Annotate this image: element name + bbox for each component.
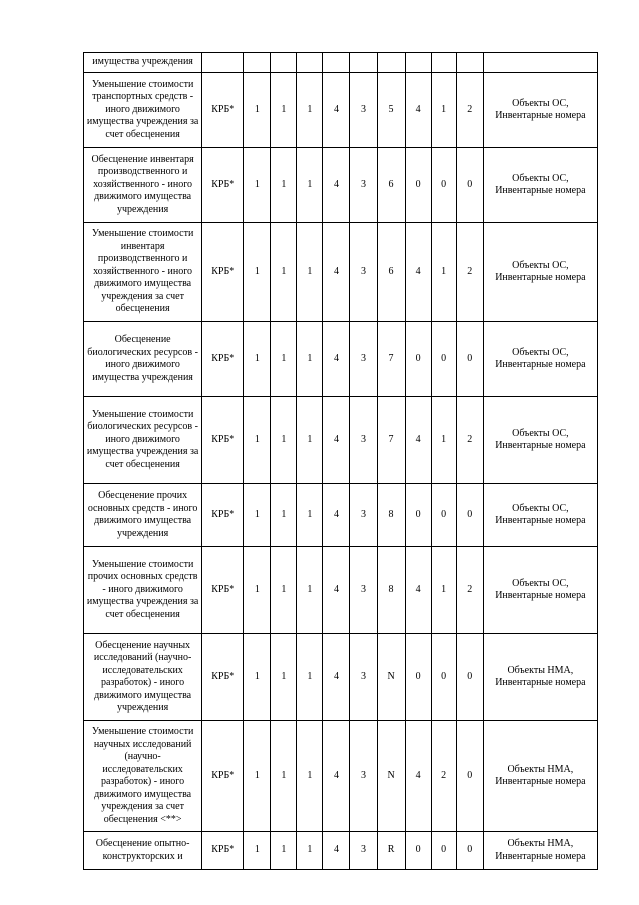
code-digit-cell: 1	[431, 547, 456, 634]
code-digit-cell: 1	[271, 547, 297, 634]
code-digit-cell: 6	[377, 148, 405, 223]
code-digit-cell: 3	[350, 73, 377, 148]
code-digit-cell: 1	[297, 547, 323, 634]
code-digit-cell: 4	[323, 73, 350, 148]
account-name-cell: Обесценение научных исследований (научно-исследовательских разработок) - иного движимого имущества учреждения	[84, 634, 202, 721]
code-digit-cell: 2	[431, 721, 456, 832]
code-digit-cell: 1	[431, 223, 456, 322]
code-digit-cell: 1	[244, 547, 271, 634]
code-digit-cell: 1	[297, 223, 323, 322]
code-digit-cell	[323, 53, 350, 73]
table-row	[84, 73, 598, 148]
analytic-objects-cell: Объекты ОС, Инвентарные номера	[483, 322, 597, 397]
analytic-objects-cell: Объекты ОС, Инвентарные номера	[483, 397, 597, 484]
account-name-cell: имущества учреждения	[84, 53, 202, 73]
source-code-cell: КРБ*	[202, 721, 244, 832]
source-code-cell: КРБ*	[202, 223, 244, 322]
code-digit-cell	[297, 53, 323, 73]
code-digit-cell	[350, 53, 377, 73]
code-digit-cell: 1	[297, 832, 323, 870]
code-digit-cell: 0	[405, 148, 431, 223]
code-digit-cell: 0	[431, 148, 456, 223]
code-digit-cell: 1	[271, 634, 297, 721]
code-digit-cell	[377, 53, 405, 73]
code-digit-cell: 4	[323, 484, 350, 547]
code-digit-cell: 4	[405, 721, 431, 832]
code-digit-cell: 4	[323, 634, 350, 721]
code-digit-cell: 3	[350, 721, 377, 832]
code-digit-cell: 1	[297, 397, 323, 484]
code-digit-cell: 1	[431, 73, 456, 148]
code-digit-cell: 1	[271, 148, 297, 223]
code-digit-cell: 3	[350, 832, 377, 870]
account-name-cell: Обесценение опытно-конструкторских и	[84, 832, 202, 870]
code-digit-cell: 3	[350, 634, 377, 721]
code-digit-cell: 0	[405, 322, 431, 397]
account-name-cell: Уменьшение стоимости прочих основных средств - иного движимого имущества учреждения за счет обесценения	[84, 547, 202, 634]
code-digit-cell: 1	[244, 73, 271, 148]
table-row	[84, 547, 598, 634]
table-body	[84, 53, 598, 870]
account-name-cell: Обесценение инвентаря производственного и хозяйственного - иного движимого имущества учреждения	[84, 148, 202, 223]
table-row	[84, 322, 598, 397]
table-row	[84, 53, 598, 73]
code-digit-cell: 4	[323, 148, 350, 223]
code-digit-cell: 1	[431, 397, 456, 484]
code-digit-cell: 4	[323, 322, 350, 397]
code-digit-cell: 2	[456, 223, 483, 322]
account-name-cell: Уменьшение стоимости транспортных средств - иного движимого имущества учреждения за счет обесценения	[84, 73, 202, 148]
source-code-cell	[202, 53, 244, 73]
code-digit-cell: 4	[323, 397, 350, 484]
code-digit-cell: R	[377, 832, 405, 870]
source-code-cell: КРБ*	[202, 322, 244, 397]
code-digit-cell: 0	[431, 322, 456, 397]
code-digit-cell	[431, 53, 456, 73]
code-digit-cell: 0	[456, 484, 483, 547]
analytic-objects-cell: Объекты НМА, Инвентарные номера	[483, 721, 597, 832]
code-digit-cell	[456, 53, 483, 73]
code-digit-cell	[405, 53, 431, 73]
code-digit-cell: 7	[377, 397, 405, 484]
code-digit-cell: 8	[377, 484, 405, 547]
code-digit-cell: 1	[271, 484, 297, 547]
code-digit-cell: 3	[350, 547, 377, 634]
code-digit-cell: 0	[405, 484, 431, 547]
table-row	[84, 397, 598, 484]
analytic-objects-cell: Объекты НМА, Инвентарные номера	[483, 832, 597, 870]
code-digit-cell: 1	[271, 721, 297, 832]
code-digit-cell: 8	[377, 547, 405, 634]
code-digit-cell: 0	[456, 634, 483, 721]
code-digit-cell: 0	[431, 634, 456, 721]
source-code-cell: КРБ*	[202, 634, 244, 721]
code-digit-cell: 0	[456, 721, 483, 832]
code-digit-cell: 1	[297, 73, 323, 148]
account-name-cell: Уменьшение стоимости инвентаря производственного и хозяйственного - иного движимого имущества учреждения за счет обесценения	[84, 223, 202, 322]
source-code-cell: КРБ*	[202, 484, 244, 547]
table-row	[84, 634, 598, 721]
code-digit-cell: 1	[244, 322, 271, 397]
code-digit-cell: 3	[350, 484, 377, 547]
code-digit-cell: 6	[377, 223, 405, 322]
table-row	[84, 223, 598, 322]
source-code-cell: КРБ*	[202, 547, 244, 634]
source-code-cell: КРБ*	[202, 73, 244, 148]
code-digit-cell: 1	[271, 73, 297, 148]
code-digit-cell: 3	[350, 397, 377, 484]
code-digit-cell: 4	[405, 73, 431, 148]
account-name-cell: Обесценение биологических ресурсов - иного движимого имущества учреждения	[84, 322, 202, 397]
code-digit-cell: 1	[244, 721, 271, 832]
code-digit-cell: 4	[323, 223, 350, 322]
code-digit-cell: N	[377, 721, 405, 832]
code-digit-cell: 1	[297, 721, 323, 832]
code-digit-cell: 4	[405, 547, 431, 634]
analytic-objects-cell	[483, 53, 597, 73]
code-digit-cell: 3	[350, 223, 377, 322]
code-digit-cell: N	[377, 634, 405, 721]
code-digit-cell: 3	[350, 322, 377, 397]
account-name-cell: Обесценение прочих основных средств - иного движимого имущества учреждения	[84, 484, 202, 547]
account-name-cell: Уменьшение стоимости биологических ресурсов - иного движимого имущества учреждения за счет обесценения	[84, 397, 202, 484]
table-row	[84, 148, 598, 223]
code-digit-cell: 0	[431, 484, 456, 547]
code-digit-cell: 4	[405, 397, 431, 484]
code-digit-cell: 1	[244, 397, 271, 484]
code-digit-cell: 1	[297, 634, 323, 721]
code-digit-cell: 1	[297, 484, 323, 547]
code-digit-cell: 1	[297, 322, 323, 397]
code-digit-cell	[271, 53, 297, 73]
analytic-objects-cell: Объекты НМА, Инвентарные номера	[483, 634, 597, 721]
table-row	[84, 832, 598, 870]
code-digit-cell: 2	[456, 547, 483, 634]
code-digit-cell: 1	[244, 484, 271, 547]
code-digit-cell: 1	[244, 148, 271, 223]
code-digit-cell: 1	[244, 223, 271, 322]
code-digit-cell: 4	[323, 832, 350, 870]
code-digit-cell: 3	[350, 148, 377, 223]
code-digit-cell: 0	[405, 832, 431, 870]
code-digit-cell: 0	[456, 832, 483, 870]
code-digit-cell: 1	[244, 634, 271, 721]
code-digit-cell: 0	[405, 634, 431, 721]
code-digit-cell: 1	[271, 322, 297, 397]
analytic-objects-cell: Объекты ОС, Инвентарные номера	[483, 73, 597, 148]
code-digit-cell	[244, 53, 271, 73]
code-digit-cell: 4	[323, 547, 350, 634]
table-row	[84, 484, 598, 547]
code-digit-cell: 1	[244, 832, 271, 870]
code-digit-cell: 1	[271, 223, 297, 322]
code-digit-cell: 2	[456, 73, 483, 148]
analytic-objects-cell: Объекты ОС, Инвентарные номера	[483, 148, 597, 223]
code-digit-cell: 4	[405, 223, 431, 322]
accounts-table	[83, 52, 598, 870]
code-digit-cell: 7	[377, 322, 405, 397]
code-digit-cell: 0	[456, 322, 483, 397]
code-digit-cell: 0	[456, 148, 483, 223]
code-digit-cell: 0	[431, 832, 456, 870]
code-digit-cell: 1	[297, 148, 323, 223]
code-digit-cell: 1	[271, 397, 297, 484]
analytic-objects-cell: Объекты ОС, Инвентарные номера	[483, 547, 597, 634]
analytic-objects-cell: Объекты ОС, Инвентарные номера	[483, 484, 597, 547]
source-code-cell: КРБ*	[202, 148, 244, 223]
account-name-cell: Уменьшение стоимости научных исследований (научно-исследовательских разработок) - иного движимого имущества учреждения за счет обесценения <**>	[84, 721, 202, 832]
source-code-cell: КРБ*	[202, 397, 244, 484]
code-digit-cell: 4	[323, 721, 350, 832]
code-digit-cell: 5	[377, 73, 405, 148]
analytic-objects-cell: Объекты ОС, Инвентарные номера	[483, 223, 597, 322]
source-code-cell: КРБ*	[202, 832, 244, 870]
table-row	[84, 721, 598, 832]
code-digit-cell: 2	[456, 397, 483, 484]
code-digit-cell: 1	[271, 832, 297, 870]
